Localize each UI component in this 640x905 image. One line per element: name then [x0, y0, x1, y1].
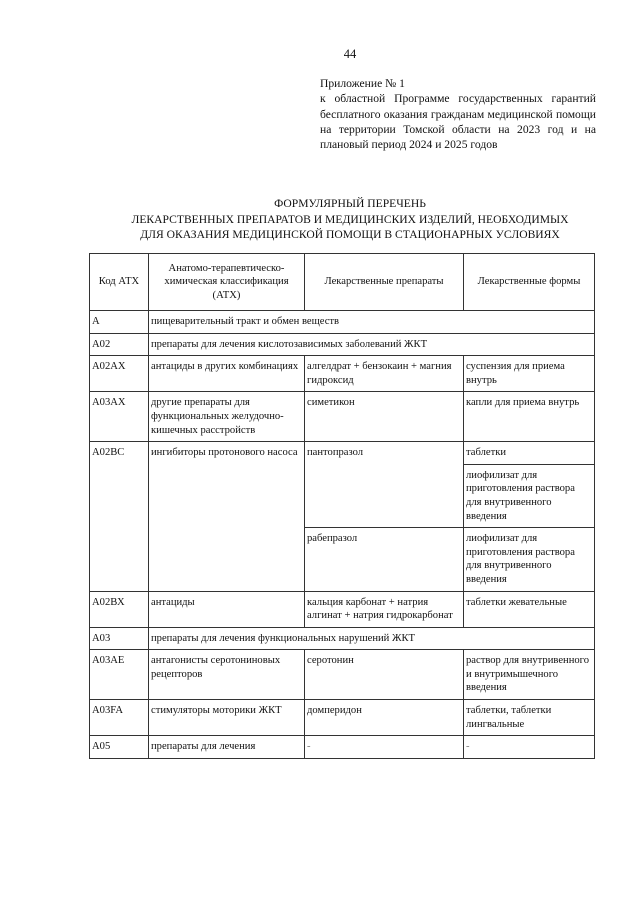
- cell-drug: домперидон: [305, 700, 464, 736]
- page-number: 44: [343, 47, 357, 61]
- cell-class: антациды: [149, 591, 305, 627]
- table-row: [90, 311, 595, 334]
- cell-drug: пантопразол: [305, 442, 464, 528]
- table-header-row: [90, 254, 595, 311]
- formulary-table: [89, 253, 595, 759]
- heading-line-1: ФОРМУЛЯРНЫЙ ПЕРЕЧЕНЬ: [274, 197, 426, 210]
- cell-code: А02АХ: [90, 356, 149, 392]
- cell-drug: -: [305, 736, 464, 759]
- cell-drug: серотонин: [305, 650, 464, 700]
- table-row: [90, 392, 595, 442]
- header-forms: Лекарственные формы: [464, 254, 595, 311]
- document-heading: [80, 196, 620, 243]
- table-row: [90, 736, 595, 759]
- heading-line-3: ДЛЯ ОКАЗАНИЯ МЕДИЦИНСКОЙ ПОМОЩИ В СТАЦИОНАРНЫХ УСЛОВИЯХ: [140, 228, 560, 241]
- cell-form: лиофилизат для приготовления раствора для внутривенного введения: [464, 528, 595, 591]
- table-row: [90, 591, 595, 627]
- cell-form: раствор для внутривенного и внутримышечного введения: [464, 650, 595, 700]
- cell-code: А: [90, 311, 149, 334]
- cell-class: ингибиторы протонового насоса: [149, 442, 305, 591]
- cell-code: А03FA: [90, 700, 149, 736]
- table-row: [90, 442, 595, 465]
- appendix-block: [320, 76, 596, 152]
- table-row: [90, 700, 595, 736]
- header-drugs: Лекарственные препараты: [305, 254, 464, 311]
- table-row: [90, 627, 595, 650]
- header-classification: Анатомо-терапевтическо-химическая классификация (АТХ): [149, 254, 305, 311]
- cell-class: антациды в других комбинациях: [149, 356, 305, 392]
- table-row: [90, 356, 595, 392]
- cell-drug: симетикон: [305, 392, 464, 442]
- appendix-title: Приложение № 1: [320, 77, 405, 90]
- cell-form: таблетки: [464, 442, 595, 465]
- cell-class: стимуляторы моторики ЖКТ: [149, 700, 305, 736]
- cell-code: А05: [90, 736, 149, 759]
- appendix-text: к областной Программе государственных гарантий бесплатного оказания гражданам медицинской помощи на территории Томской области на 2023 год и на плановый период 2024 и 2025 годов: [320, 92, 596, 152]
- cell-drug: рабепразол: [305, 528, 464, 591]
- cell-class: препараты для лечения: [149, 736, 305, 759]
- cell-code: А03АХ: [90, 392, 149, 442]
- cell-drug: алгелдрат + бензокаин + магния гидроксид: [305, 356, 464, 392]
- cell-code: А02ВХ: [90, 591, 149, 627]
- cell-form: капли для приема внутрь: [464, 392, 595, 442]
- cell-group: препараты для лечения функциональных нарушений ЖКТ: [149, 627, 595, 650]
- header-code: Код АТХ: [90, 254, 149, 311]
- cell-form: -: [464, 736, 595, 759]
- cell-form: таблетки жевательные: [464, 591, 595, 627]
- heading-line-2: ЛЕКАРСТВЕННЫХ ПРЕПАРАТОВ И МЕДИЦИНСКИХ ИЗДЕЛИЙ, НЕОБХОДИМЫХ: [131, 212, 569, 226]
- cell-form: суспензия для приема внутрь: [464, 356, 595, 392]
- cell-form: лиофилизат для приготовления раствора для внутривенного введения: [464, 464, 595, 527]
- cell-group: препараты для лечения кислотозависимых заболеваний ЖКТ: [149, 333, 595, 356]
- cell-group: пищеварительный тракт и обмен веществ: [149, 311, 595, 334]
- cell-code: А02: [90, 333, 149, 356]
- table-row: [90, 650, 595, 700]
- cell-drug: кальция карбонат + натрия алгинат + натрия гидрокарбонат: [305, 591, 464, 627]
- table-row: [90, 333, 595, 356]
- cell-code: А03: [90, 627, 149, 650]
- cell-code: А02ВС: [90, 442, 149, 591]
- cell-code: А03АЕ: [90, 650, 149, 700]
- cell-class: другие препараты для функциональных желудочно-кишечных расстройств: [149, 392, 305, 442]
- cell-class: антагонисты серотониновых рецепторов: [149, 650, 305, 700]
- cell-form: таблетки, таблетки лингвальные: [464, 700, 595, 736]
